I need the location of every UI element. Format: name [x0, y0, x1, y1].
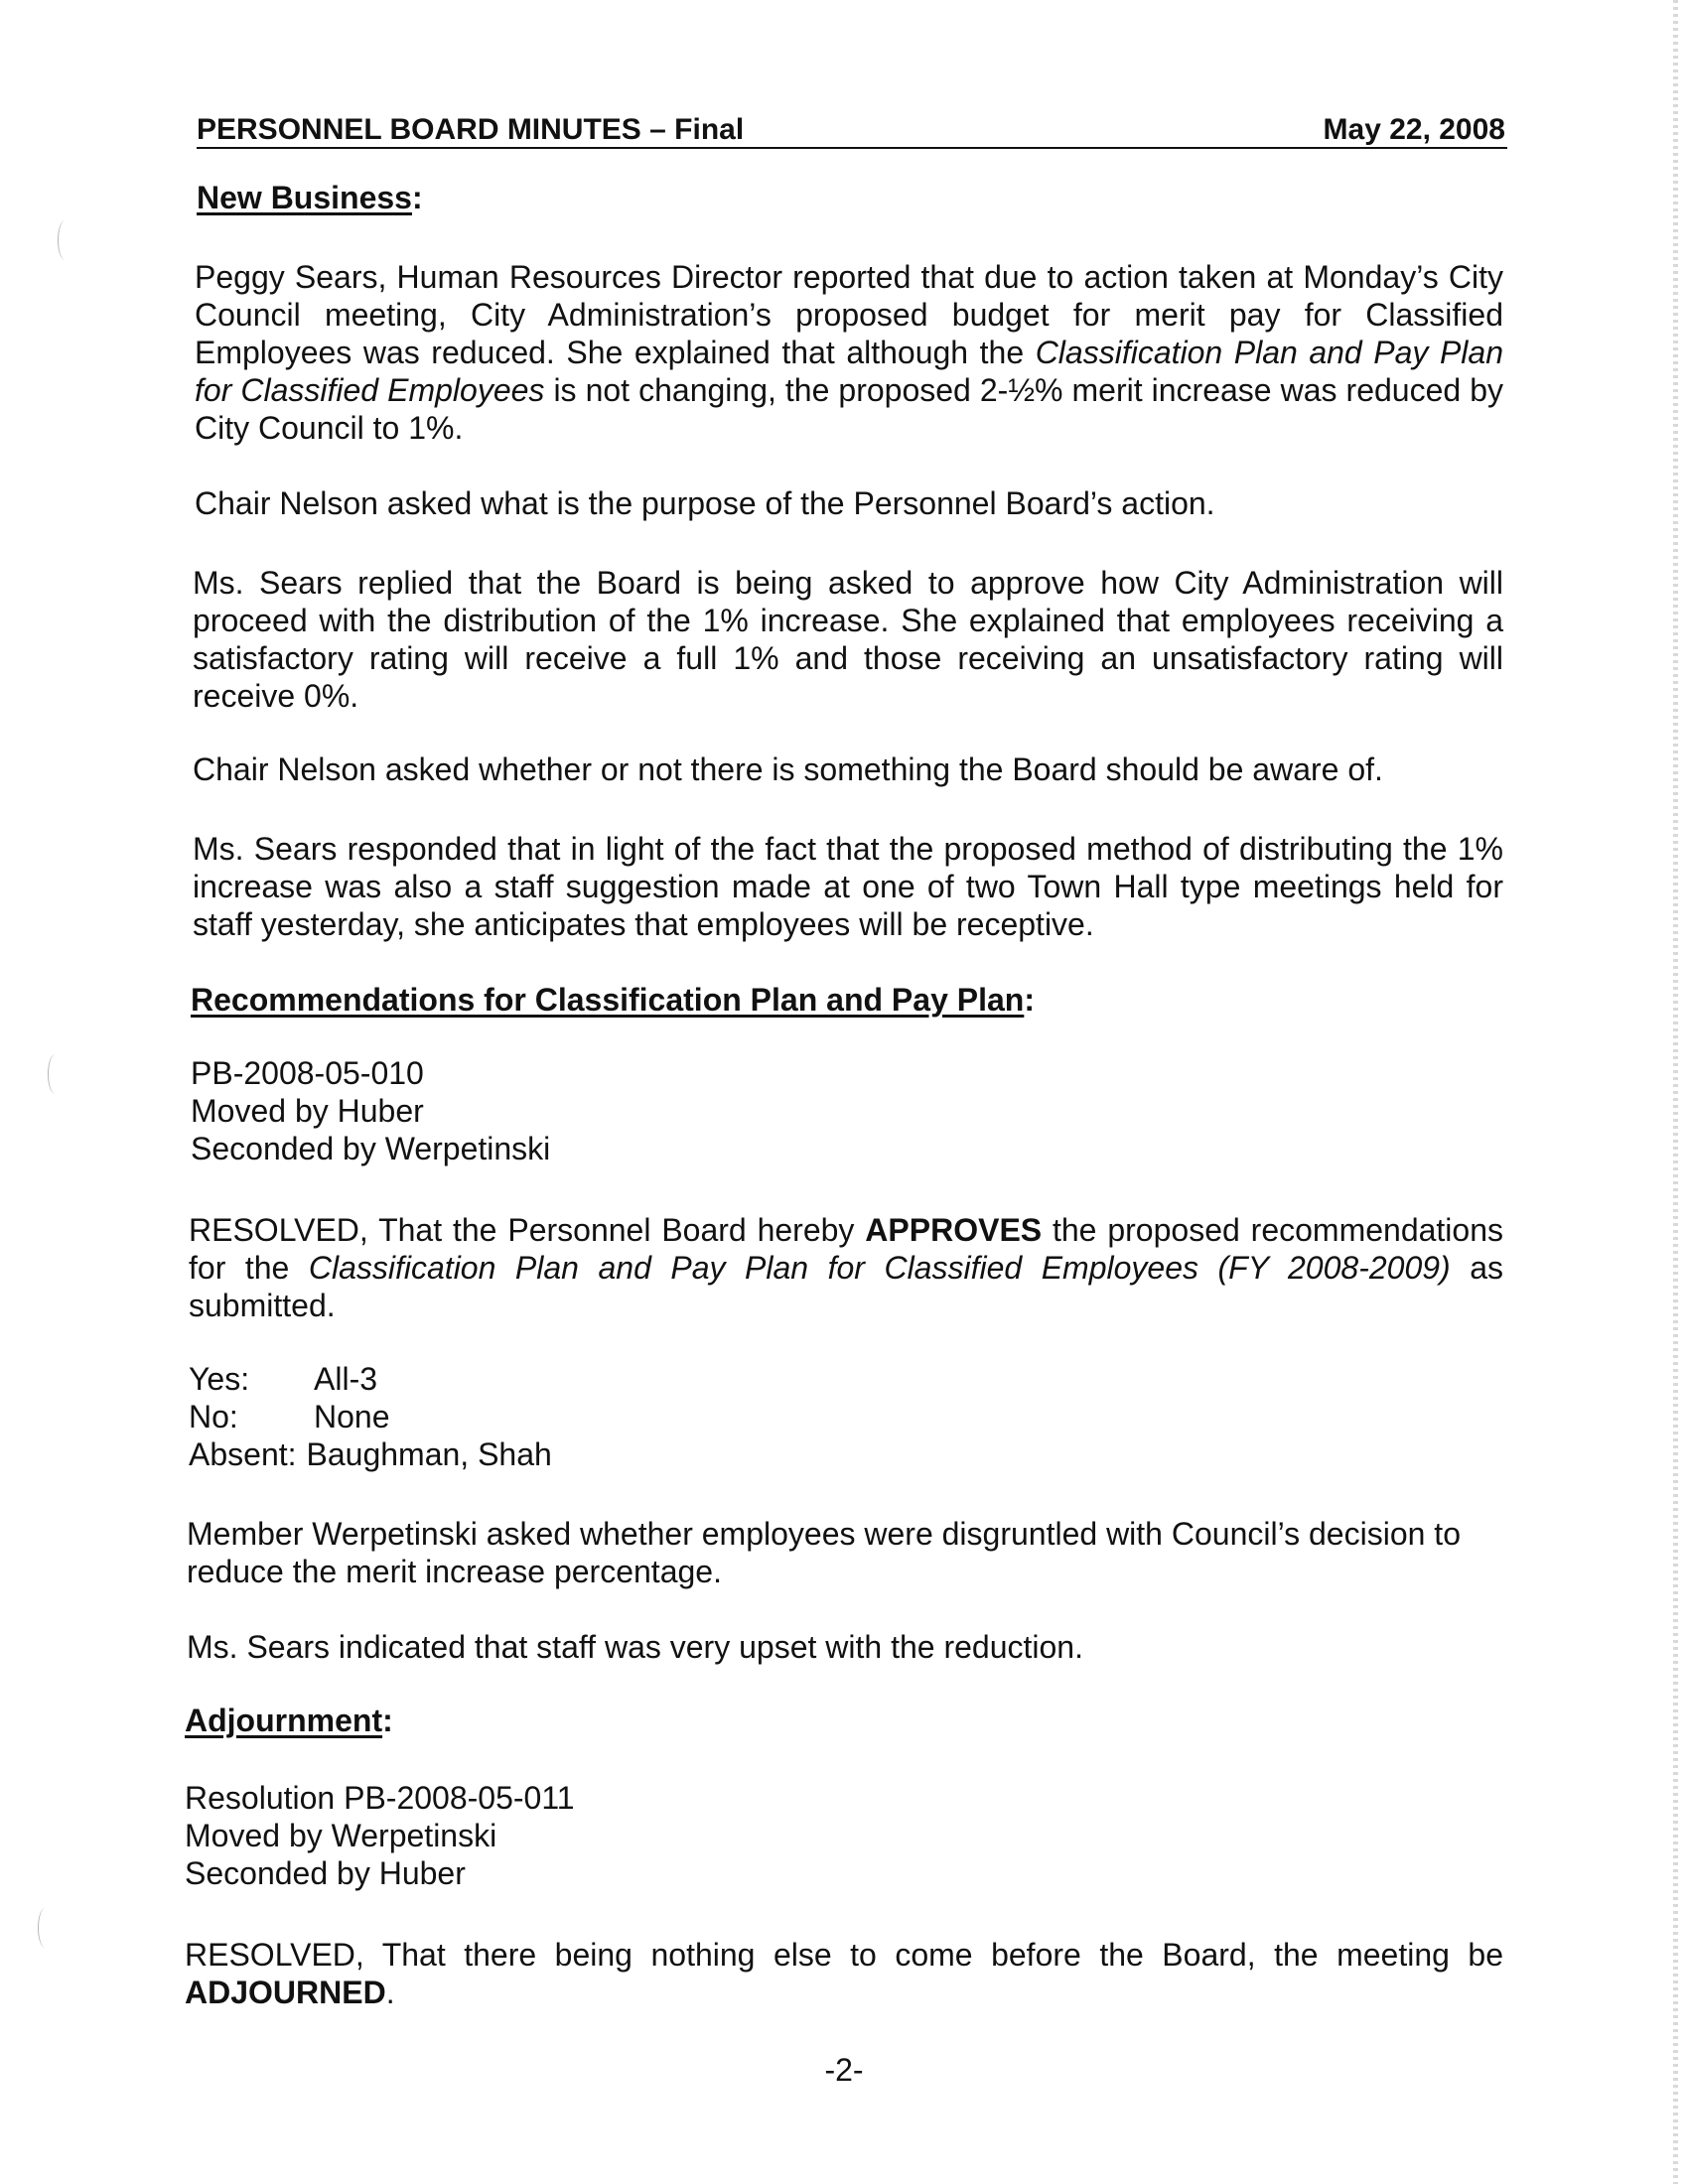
new-business-paragraph-2: Chair Nelson asked what is the purpose of the Personnel Board’s action. — [195, 485, 1215, 521]
adjournment-heading: Adjournment: — [185, 1703, 393, 1738]
new-business-paragraph-3: Ms. Sears replied that the Board is being asked to approve how City Administration will proceed with the distribution of the 1% increase. She explained that employees receiving a satisfactory rating will receive a full 1% and those receiving an unsatisfactory rating will receive 0%. — [193, 565, 1503, 714]
new-business-paragraph-5: Ms. Sears responded that in light of the fact that the proposed method of distributing the 1% increase was also a staff suggestion made at one of two Town Hall type meetings held for staff yesterday, she anticipates that employees will be receptive. — [193, 831, 1503, 942]
sears-response: Ms. Sears indicated that staff was very upset with the reduction. — [187, 1629, 1083, 1665]
new-business-heading: New Business: — [197, 180, 423, 215]
new-business-paragraph-1: Peggy Sears, Human Resources Director reported that due to action taken at Monday’s City Council meeting, City Administration’s proposed budget for merit pay for Classified Employees was reduced. She explained that although the Classification Plan and Pay Plan for Classified Employees is not changing, the proposed 2-½% merit increase was reduced by City Council to 1%. — [195, 259, 1504, 446]
vote-no: No: None — [189, 1399, 390, 1434]
adjournment-seconded-by: Seconded by Huber — [185, 1855, 466, 1891]
scan-margin-mark — [38, 1908, 53, 1948]
recommendation-resolution: RESOLVED, That the Personnel Board hereby APPROVES the proposed recommendations for the Classification Plan and Pay Plan for Classified Employees (FY 2008-2009) as submitted. — [189, 1212, 1504, 1323]
vote-tally — [189, 1360, 552, 1473]
adjournment-resolution: RESOLVED, That there being nothing else to come before the Board, the meeting be ADJOURNED. — [185, 1937, 1503, 2010]
vote-yes: Yes: All-3 — [189, 1361, 378, 1397]
adjournment-moved-by: Moved by Werpetinski — [185, 1818, 497, 1853]
page-header — [197, 103, 1507, 149]
adjournment-motion — [185, 1779, 575, 1892]
new-business-paragraph-4: Chair Nelson asked whether or not there is something the Board should be aware of. — [193, 751, 1383, 787]
vote-absent: Absent: Baughman, Shah — [189, 1436, 552, 1472]
scan-edge-artifact — [1673, 0, 1678, 2184]
page-number: -2- — [824, 2052, 864, 2088]
adjournment-resolution-number: Resolution PB-2008-05-011 — [185, 1780, 575, 1816]
document-title: PERSONNEL BOARD MINUTES – Final — [197, 113, 745, 146]
scan-margin-mark — [58, 220, 72, 260]
scan-margin-mark — [48, 1054, 63, 1094]
moved-by: Moved by Huber — [191, 1093, 424, 1129]
recommendations-heading: Recommendations for Classification Plan and Pay Plan: — [191, 982, 1035, 1018]
werpetinski-question: Member Werpetinski asked whether employees were disgruntled with Council’s decision to reduce the merit increase percentage. — [187, 1516, 1461, 1589]
resolution-number: PB-2008-05-010 — [191, 1055, 424, 1091]
seconded-by: Seconded by Werpetinski — [191, 1131, 551, 1166]
recommendation-motion — [191, 1054, 550, 1167]
meeting-date: May 22, 2008 — [1323, 113, 1505, 146]
